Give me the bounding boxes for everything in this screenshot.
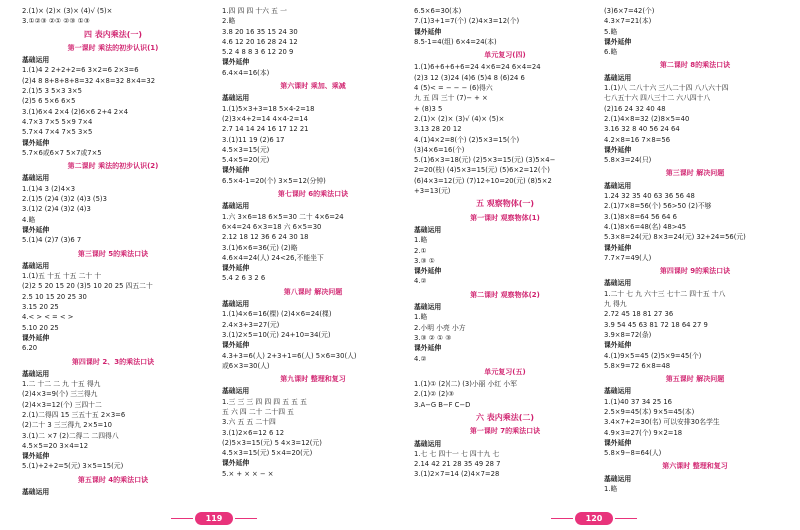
lesson-heading: 第六课时 整理和复习 bbox=[662, 462, 728, 471]
answer-line: 3.8 20 16 35 15 24 30 bbox=[222, 27, 298, 36]
answer-line: 2.(1)5 3 5×3 3×5 bbox=[22, 87, 82, 96]
answer-line: 4.(1)4×2=8(个) (2)5×3=15(个) bbox=[414, 135, 520, 144]
answer-line: 1.(1)4×6=16(棵) (2)4×6=24(棵) bbox=[222, 310, 332, 319]
answer-line: 4.(1)8×6=48(名) 48>45 bbox=[604, 222, 687, 231]
answer-line: 4.9×3=27(个) 9×2=18 bbox=[604, 428, 683, 437]
section-label: 课外延伸 bbox=[414, 344, 442, 353]
section-label: 基础运用 bbox=[604, 387, 632, 396]
answer-line: 5.× + × × − × bbox=[222, 469, 274, 478]
answer-line: 6.4×4=16(本) bbox=[222, 68, 270, 77]
answer-line: +3=13(元) bbox=[414, 187, 451, 196]
lesson-heading: 第一课时 观察物体(1) bbox=[470, 213, 540, 222]
answer-line: 1.六 3×6=18 6×5=30 二十 4×6=24 bbox=[222, 212, 344, 221]
section-label: 基础运用 bbox=[222, 300, 250, 309]
answer-line: 2.① bbox=[414, 246, 427, 255]
answer-line: 4.6 12 20 16 28 24 12 bbox=[222, 37, 298, 46]
answer-line: 1.略 bbox=[414, 313, 428, 322]
answer-line: 3.(1)8×8=64 56 64 6 bbox=[604, 212, 677, 221]
answer-line: 3.③ ① bbox=[414, 256, 435, 265]
section-label: 课外延伸 bbox=[222, 341, 250, 350]
section-label: 基础运用 bbox=[222, 387, 250, 396]
answer-line: 8.5-1=4(组) 6×4=24(本) bbox=[414, 37, 497, 46]
answer-line: 2.7 14 14 24 16 17 12 21 bbox=[222, 125, 309, 134]
answer-line: 1.(1)五 十五 十五 二十 十 bbox=[22, 272, 102, 281]
answer-line: 3.9 54 45 63 81 72 18 64 27 9 bbox=[604, 320, 708, 329]
answer-line: (2)16 24 32 40 48 bbox=[604, 104, 666, 113]
section-label: 基础运用 bbox=[414, 439, 442, 448]
answer-line: 5.4×5=20(元) bbox=[222, 156, 270, 165]
answer-line: 4.7×3 7×5 5×9 7×4 bbox=[22, 117, 93, 126]
answer-line: 3.15 20 25 bbox=[22, 303, 59, 312]
section-label: 基础运用 bbox=[604, 474, 632, 483]
answer-line: (2)3×4+2=14 4×4-2=14 bbox=[222, 114, 308, 123]
answer-line: 4 (5)< = − − − (6)得六 bbox=[414, 84, 493, 93]
answer-line: 4.< > < = < > bbox=[22, 313, 74, 322]
answer-line: (2)2 5 20 15 20 (3)5 10 20 25 四五二十 bbox=[22, 282, 153, 291]
answer-line: 4.6×4=24(人) 24<26,不能坐下 bbox=[222, 253, 324, 262]
lesson-heading: 第四课时 2、3的乘法口诀 bbox=[71, 357, 155, 366]
answer-line: 1.(1)4 3 (2)4×3 bbox=[22, 184, 76, 193]
lesson-heading: 第四课时 9的乘法口诀 bbox=[659, 267, 731, 276]
section-label: 课外延伸 bbox=[604, 243, 632, 252]
answer-line: (2)5 6 5×6 6×5 bbox=[22, 97, 76, 106]
lesson-heading: 第六课时 乘加、乘减 bbox=[280, 82, 346, 91]
answer-line: 2.12 18 12 36 6 24 30 18 bbox=[222, 233, 309, 242]
answer-line: 2.14 42 21 28 35 49 28 7 bbox=[414, 460, 501, 469]
answer-line: 或6×3=30(人) bbox=[222, 361, 270, 370]
answer-line: 3.4×7+2=30(名) 可以安排30名学生 bbox=[604, 418, 720, 427]
answer-line: 5.8×9−8=64(人) bbox=[604, 449, 662, 458]
answer-line: 1.七 七 四十一 七 四十九 七 bbox=[414, 449, 500, 458]
answer-column-1 bbox=[22, 6, 204, 497]
answer-line: 4.② bbox=[414, 277, 427, 286]
answer-line: 7.7×7=49(人) bbox=[604, 253, 652, 262]
answer-line: (2)二十 3 三三得九 2×5=10 bbox=[22, 421, 112, 430]
answer-line: 1.略 bbox=[604, 485, 618, 494]
lesson-heading: 第一课时 7的乘法口诀 bbox=[469, 427, 541, 436]
unit-heading: 六 表内乘法(二) bbox=[475, 412, 535, 422]
answer-line: 4.略 bbox=[22, 215, 36, 224]
answer-line: 2.(1)5 (2)4 (3)2 (4)3 (5)3 bbox=[22, 195, 107, 204]
section-label: 课外延伸 bbox=[604, 341, 632, 350]
section-label: 基础运用 bbox=[22, 174, 50, 183]
answer-line: 5.7×6或6×7 5×7或7×5 bbox=[22, 148, 102, 157]
answer-line: 4.② bbox=[414, 354, 427, 363]
lesson-heading: 第五课时 解决问题 bbox=[665, 375, 725, 384]
section-label: 基础运用 bbox=[604, 73, 632, 82]
answer-column-4 bbox=[604, 6, 786, 494]
answer-line: (2)4 8 8+8+8+8=32 4×8=32 8×4=32 bbox=[22, 76, 156, 85]
section-label: 课外延伸 bbox=[22, 138, 50, 147]
answer-line: 1.(1)八 二八十六 三八二十四 八八六十四 bbox=[604, 84, 729, 93]
answer-line: 5.10 20 25 bbox=[22, 323, 59, 332]
answer-line: 1.(1)40 37 34 25 16 bbox=[604, 397, 672, 406]
answer-line: 4.(1)9×5=45 (2)5×9=45(个) bbox=[604, 351, 702, 360]
answer-line: 九 得九 bbox=[604, 300, 627, 309]
section-label: 课外延伸 bbox=[604, 37, 632, 46]
answer-line: 3.16 32 8 40 56 24 64 bbox=[604, 125, 680, 134]
section-label: 基础运用 bbox=[22, 261, 50, 270]
answer-line: (6)4×3=12(元) (7)12÷10=20(元) (8)5×2 bbox=[414, 176, 552, 185]
answer-line: (2)5×3=15(元) 5 4×3=12(元) bbox=[222, 438, 322, 447]
section-label: 基础运用 bbox=[604, 181, 632, 190]
answer-line: 6.略 bbox=[604, 48, 618, 57]
section-label: 课外延伸 bbox=[22, 225, 50, 234]
answer-line: 5.(1)+2+2=5(元) 3×5=15(元) bbox=[22, 462, 124, 471]
section-label: 课外延伸 bbox=[22, 452, 50, 461]
lesson-heading: 单元复习(四) bbox=[484, 51, 526, 60]
answer-line: + (8)3 5 bbox=[414, 104, 443, 113]
answer-line: 2.5 10 15 20 25 30 bbox=[22, 292, 87, 301]
answer-line: 6.5×6=30(本) bbox=[414, 7, 462, 15]
section-label: 课外延伸 bbox=[222, 459, 250, 468]
answer-line: (2)3 12 (3)24 (4)6 (5)4 8 (6)24 6 bbox=[414, 73, 525, 82]
section-label: 课外延伸 bbox=[22, 333, 50, 342]
answer-line: 5.4 2 6 3 2 6 bbox=[222, 274, 266, 283]
answer-line: 2.(1)4×8=32 (2)8×5=40 bbox=[604, 114, 690, 123]
answer-line: 1.(1)6+6+6+6=24 4×6=24 6×4=24 bbox=[414, 63, 541, 72]
lesson-heading: 第三课时 解决问题 bbox=[665, 169, 725, 178]
answer-line: 5.(1)4 (2)7 (3)6 7 bbox=[22, 236, 82, 245]
answer-line: 1.三 三 三 四 四 四 五 五 五 bbox=[222, 397, 307, 406]
answer-line: 6.5×4-1=20(个) 3×5=12(分钟) bbox=[222, 176, 326, 185]
lesson-heading: 第九课时 整理和复习 bbox=[280, 375, 346, 384]
answer-line: 2.(1)× (2)× (3)× (4)√ (5)× bbox=[22, 7, 113, 15]
answer-line: 3.(1)2×6=12 6 12 bbox=[222, 428, 285, 437]
answer-line: 2.略 bbox=[222, 17, 236, 26]
answer-column-2 bbox=[222, 6, 404, 479]
answer-line: 1.略 bbox=[414, 236, 428, 245]
answer-line: 1.(1)5×3+3=18 5×4-2=18 bbox=[222, 104, 315, 113]
answer-line: 2=20(枝) (4)5×3=15(元) (5)6×2=12(个) bbox=[414, 166, 550, 175]
unit-heading: 五 观察物体(一) bbox=[475, 199, 535, 209]
lesson-heading: 第八课时 解决问题 bbox=[283, 287, 343, 296]
answer-line: 1.二 十二 二 九 十五 得九 bbox=[22, 380, 101, 389]
answer-line: 2.72 45 18 81 27 36 bbox=[604, 310, 674, 319]
section-label: 课外延伸 bbox=[604, 145, 632, 154]
answer-line: 4.3×7=21(本) bbox=[604, 17, 652, 26]
lesson-heading: 第三课时 5的乘法口诀 bbox=[77, 249, 149, 258]
answer-line: 2.4×3+3=27(元) bbox=[222, 320, 280, 329]
answer-line: 3.(1)11 19 (2)6 17 bbox=[222, 135, 285, 144]
lesson-heading: 第五课时 4的乘法口诀 bbox=[77, 475, 149, 484]
page-number-right: 120 bbox=[575, 512, 613, 525]
answer-line: 五 六 四 二十 二十四 五 bbox=[222, 407, 294, 416]
section-label: 基础运用 bbox=[22, 56, 50, 65]
answer-line: 3.A−G B−F C−D bbox=[414, 400, 471, 409]
answer-line: 7.(1)3+1=7(个) (2)4×3=12(个) bbox=[414, 17, 520, 26]
answer-line: (3)6×7=42(个) bbox=[604, 7, 655, 15]
lesson-heading: 第一课时 乘法的初步认识(1) bbox=[67, 43, 159, 52]
section-label: 课外延伸 bbox=[604, 438, 632, 447]
answer-line: 1.二十 七 九 六十三 七十二 四十五 十八 bbox=[604, 289, 726, 298]
answer-line: 5.8×3=24(只) bbox=[604, 156, 652, 165]
unit-heading: 四 表内乘法(一) bbox=[83, 29, 143, 39]
lesson-heading: 第二课时 乘法的初步认识(2) bbox=[67, 162, 159, 171]
answer-line: 5.(1)6×3=18(元) (2)5×3=15(元) (3)5×4− bbox=[414, 156, 556, 165]
section-label: 基础运用 bbox=[22, 369, 50, 378]
answer-line: 3.①②③ ②① ②③ ①③ bbox=[22, 17, 90, 26]
page-number-left: 119 bbox=[195, 512, 233, 525]
answer-line: 2.(1)× (2)× (3)√ (4)× (5)× bbox=[414, 114, 505, 123]
answer-line: 3.9×8=72(条) bbox=[604, 330, 652, 339]
answer-column-3 bbox=[414, 6, 596, 480]
answer-line: 5.略 bbox=[604, 27, 618, 36]
section-label: 基础运用 bbox=[414, 303, 442, 312]
answer-line: 6.20 bbox=[22, 344, 38, 353]
lesson-heading: 第二课时 观察物体(2) bbox=[470, 290, 540, 299]
answer-line: 3.(1)二 ×7 (2)二得二 二四得八 bbox=[22, 431, 119, 440]
section-label: 课外延伸 bbox=[222, 264, 250, 273]
section-label: 课外延伸 bbox=[414, 27, 442, 36]
answer-line: 3.六 五 五 二十四 bbox=[222, 418, 276, 427]
answer-line: (2)4×3=12(个) 三四十二 bbox=[22, 400, 102, 409]
answer-line: 2.5×9=45(本) 9×5=45(本) bbox=[604, 407, 695, 416]
answer-line: 3.(1)6×4 2×4 (2)6×6 2+4 2×4 bbox=[22, 107, 129, 116]
answer-line: 4.2×8=16 7×8=56 bbox=[604, 135, 671, 144]
answer-line: 3.(1)2 (2)4 (3)2 (4)3 bbox=[22, 205, 91, 214]
section-label: 基础运用 bbox=[414, 225, 442, 234]
answer-line: 3.③ ② ① ③ bbox=[414, 333, 452, 342]
lesson-heading: 单元复习(五) bbox=[484, 367, 526, 376]
answer-line: 1.(1)4 2 2+2+2=6 3×2=6 2×3=6 bbox=[22, 66, 139, 75]
section-label: 课外延伸 bbox=[222, 166, 250, 175]
answer-line: 2.(1)二得四 15 三五十五 2×3=6 bbox=[22, 410, 126, 419]
answer-line: 七八五十六 四八三十二 六八四十八 bbox=[604, 94, 711, 103]
answer-line: 5.7×4 7×4 7×5 3×5 bbox=[22, 128, 93, 137]
answer-line: 3.(1)2×7=14 (2)4×7=28 bbox=[414, 470, 500, 479]
answer-line: 4.5×5=20 3×4=12 bbox=[22, 441, 89, 450]
answer-line: 4.5×3=15(元) bbox=[222, 145, 270, 154]
answer-line: 3.(1)2×5=10(元) 24+10=34(元) bbox=[222, 330, 331, 339]
lesson-heading: 第七课时 6的乘法口诀 bbox=[277, 190, 349, 199]
lesson-heading: 第二课时 8的乘法口诀 bbox=[659, 61, 731, 70]
answer-line: 3.(1)6×6=36(元) (2)略 bbox=[222, 243, 298, 252]
section-label: 基础运用 bbox=[222, 94, 250, 103]
answer-line: 1.(1)① (2)(二) (3)小丽 小红 小军 bbox=[414, 380, 517, 389]
answer-line: 4.3+3=6(人) 2+3+1=6(人) 5×6=30(人) bbox=[222, 351, 357, 360]
answer-line: 3.13 28 20 12 bbox=[414, 125, 462, 134]
answer-line: 6×4=24 6×3=18 六 6×5=30 bbox=[222, 222, 322, 231]
answer-line: 1.四 四 四 十六 五 一 bbox=[222, 7, 287, 15]
section-label: 基础运用 bbox=[604, 279, 632, 288]
answer-line: 4.5×3=15(元) 5×4=20(元) bbox=[222, 449, 313, 458]
answer-line: 九 五 四 三十 (7)− + × bbox=[414, 94, 488, 103]
answer-line: 2.(1)② (2)③ bbox=[414, 390, 455, 399]
section-label: 课外延伸 bbox=[222, 58, 250, 67]
answer-line: 5.3×8=24(元) 8×3=24(元) 32+24=56(元) bbox=[604, 233, 746, 242]
answer-line: (2)4×3=9(个) 三三得九 bbox=[22, 390, 98, 399]
answer-line: (3)4×6=16(个) bbox=[414, 145, 465, 154]
answer-line: 5.2 4 8 8 3 6 12 20 9 bbox=[222, 48, 294, 57]
answer-line: 1.24 32 35 40 63 36 56 48 bbox=[604, 192, 695, 201]
answer-line: 5.8×9=72 6×8=48 bbox=[604, 361, 671, 370]
answer-line: 2.小明 小亮 小方 bbox=[414, 323, 466, 332]
section-label: 基础运用 bbox=[22, 488, 50, 497]
section-label: 基础运用 bbox=[222, 202, 250, 211]
answer-line: 2.(1)7×8=56(个) 56>50 (2)不够 bbox=[604, 202, 712, 211]
section-label: 课外延伸 bbox=[414, 267, 442, 276]
